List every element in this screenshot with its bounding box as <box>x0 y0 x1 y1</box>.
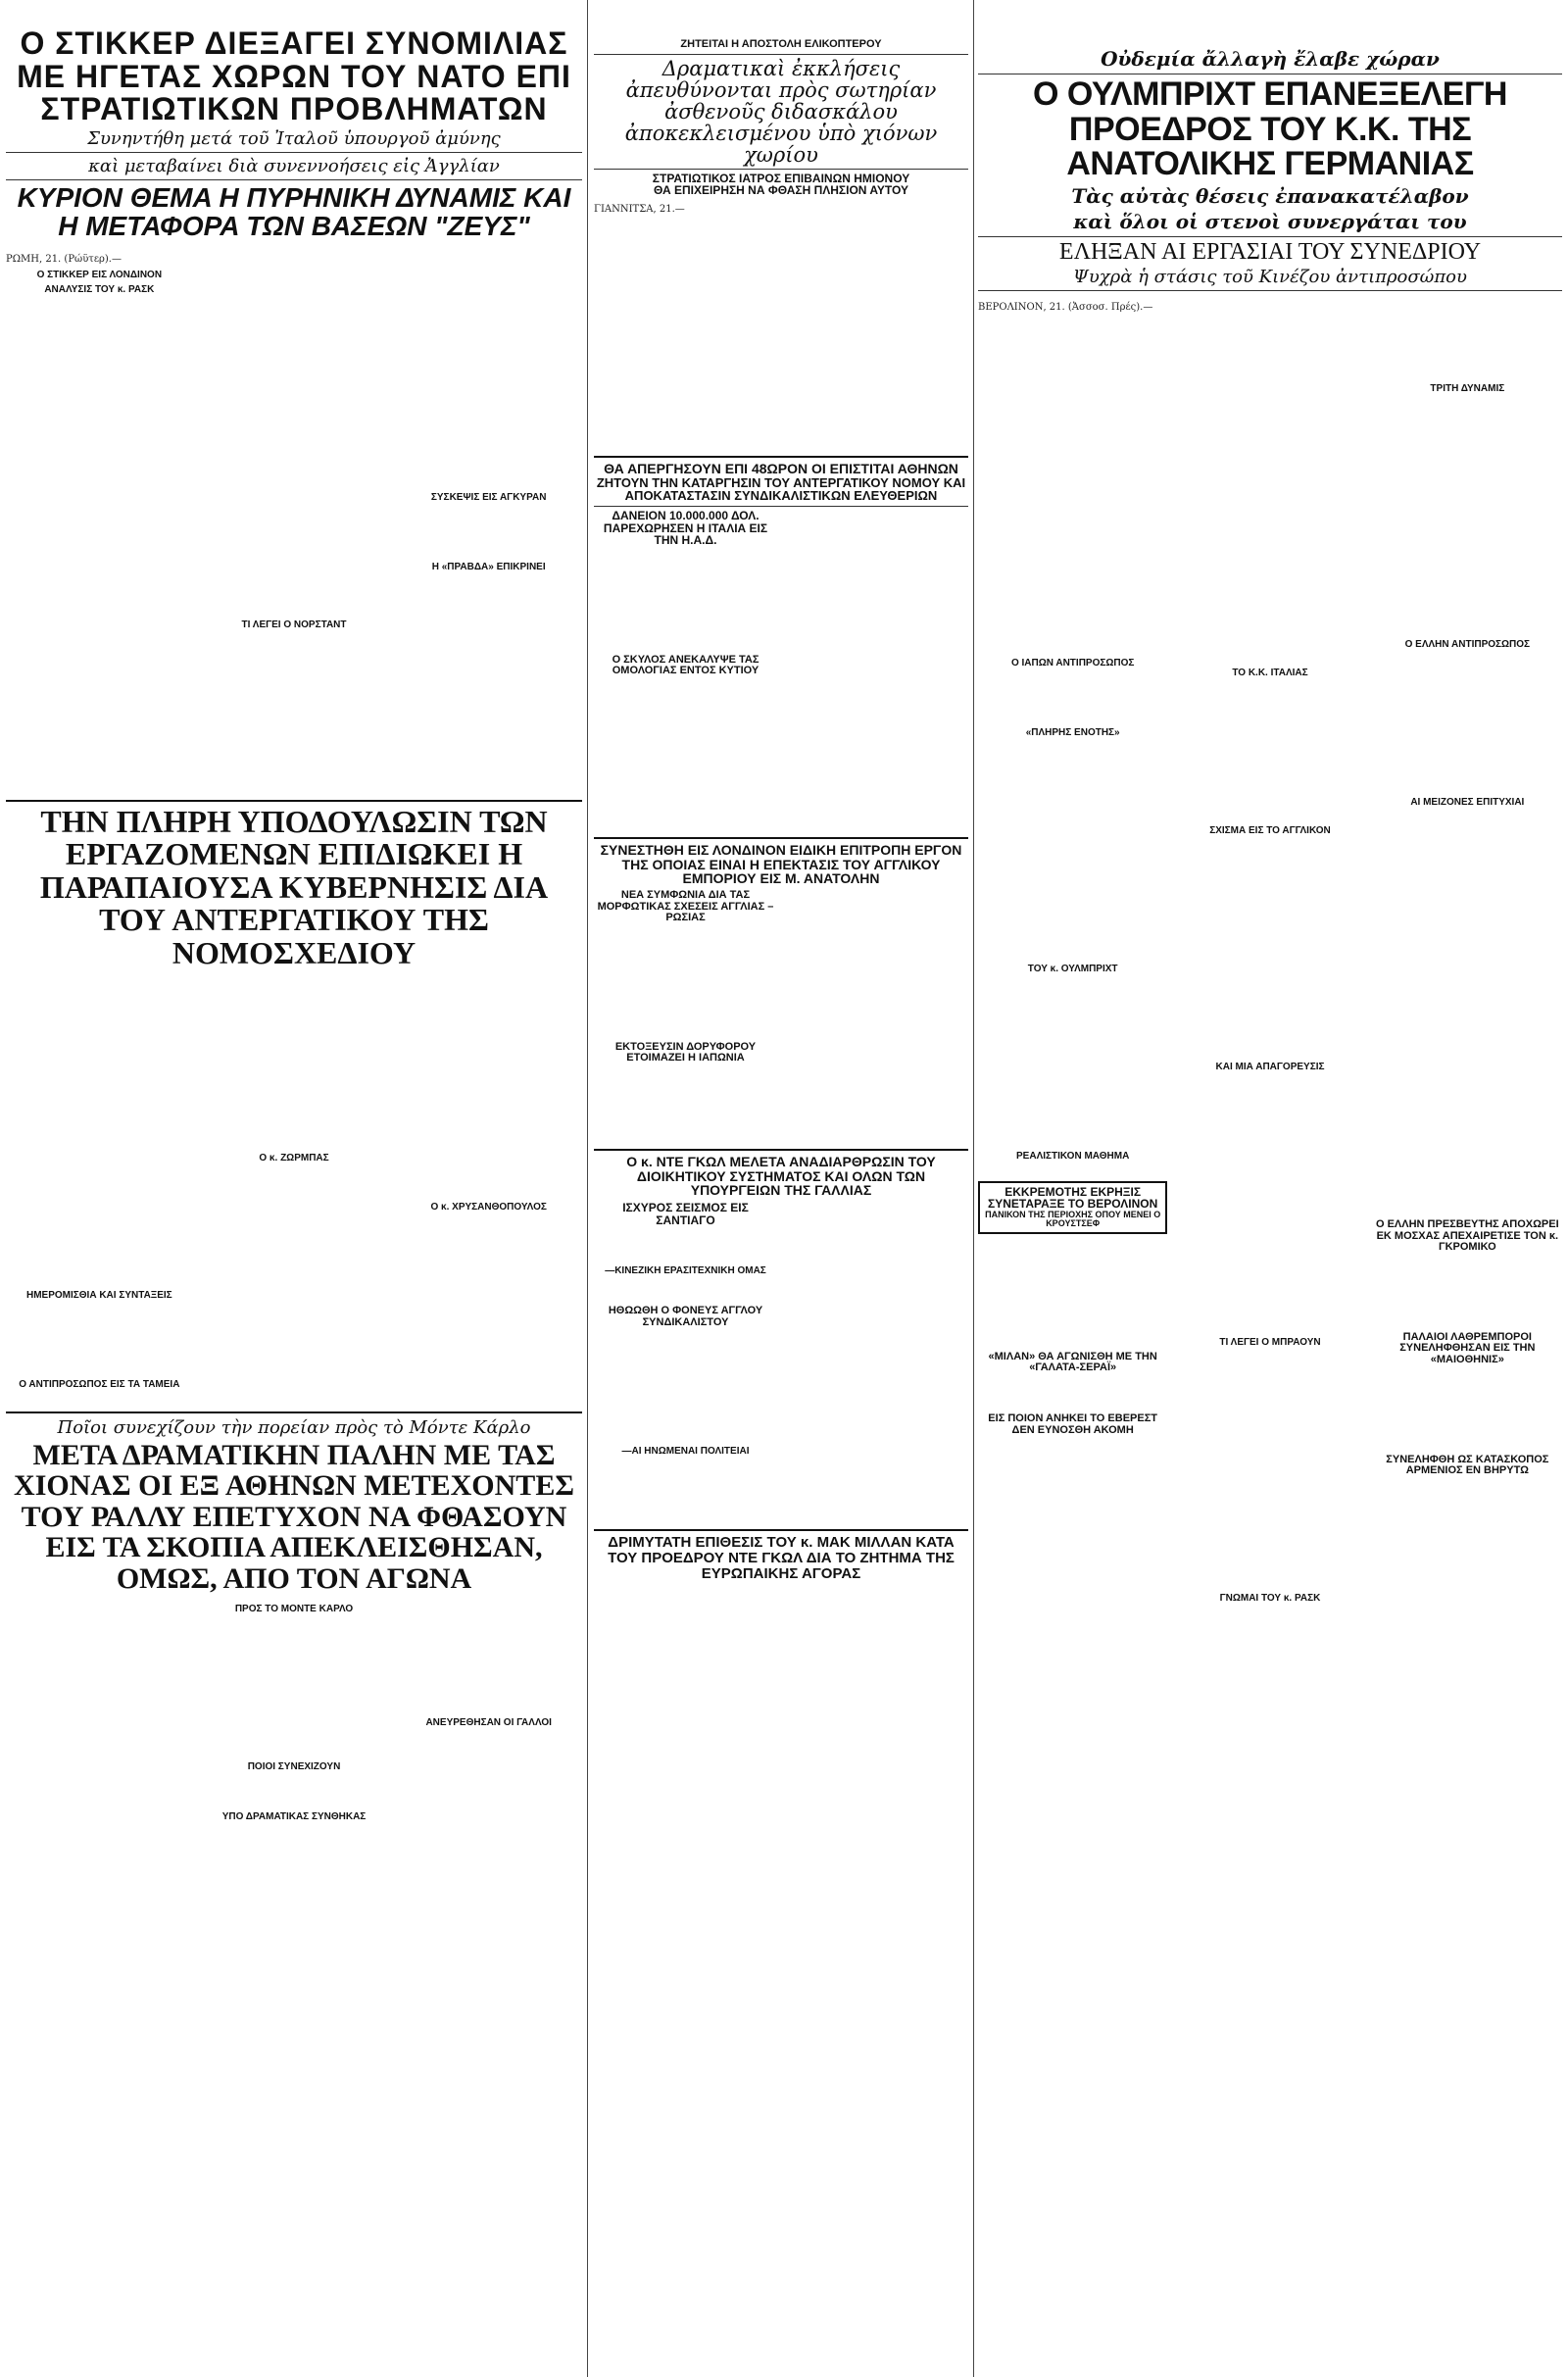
subheadline: καὶ ὅλοι οἱ στενοὶ συνεργάται του <box>1073 210 1467 234</box>
subhead: ΠΡΟΣ ΤΟ ΜΟΝΤΕ ΚΑΡΛΟ <box>234 1604 354 1615</box>
headline-dog: Ο ΣΚΥΛΟΣ ΑΝΕΚΑΛΥΨΕ ΤΑΣ ΟΜΟΛΟΓΙΑΣ ΕΝΤΟΣ ΚΥΤΙΟΥ <box>612 653 760 677</box>
subhead: «ΠΛΗΡΗΣ ΕΝΟΤΗΣ» <box>1025 726 1120 738</box>
headline-sub: «ΜΙΛΑΝ» ΘΑ ΑΓΩΝΙΣΘΗ ΜΕ ΤΗΝ «ΓΑΛΑΤΑ-ΣΕΡΑΪ» <box>988 1350 1157 1374</box>
headline-workers: ΤΗΝ ΠΛΗΡΗ ΥΠΟΔΟΥΛΩΣΙΝ ΤΩΝ ΕΡΓΑΖΟΜΕΝΩΝ ΕΠΙΔΙΩΚΕΙ Η ΠΑΡΑΠΑΙΟΥΣΑ ΚΥΒΕΡΝΗΣΙΣ ΔΙΑ ΤΟΥ ΑΝΤΕΡΓΑΤΙΚΟΥ ΤΗΣ ΝΟΜΟΣΧΕΔΙΟΥ <box>39 803 549 970</box>
subhead: ΤΟ Κ.Κ. ΙΤΑΛΙΑΣ <box>1232 668 1308 679</box>
middle-section <box>594 39 968 2372</box>
box-subhead: ΠΑΝΙΚΟΝ ΤΗΣ ΠΕΡΙΟΧΗΣ ΟΠΟΥ ΜΕΝΕΙ Ο ΚΡΟΥΣΤΣΕΦ <box>985 1210 1161 1229</box>
subhead: ΚΑΙ ΜΙΑ ΑΠΑΓΟΡΕΥΣΙΣ <box>1215 1062 1325 1073</box>
boxed-article <box>978 1181 1167 1234</box>
headline-strike: ΘΑ ΑΠΕΡΓΗΣΟΥΝ ΕΠΙ 48ΩΡΟΝ ΟΙ ΕΠΙΣΤΙΤΑΙ ΑΘΗΝΩΝ <box>604 460 958 476</box>
subheadline: Τὰς αὐτὰς θέσεις ἐπανακατέλαβον <box>1071 184 1469 209</box>
subhead: Ο ΑΝΤΙΠΡΟΣΩΠΟΣ ΕΙΣ ΤΑ ΤΑΜΕΙΑ <box>19 1378 180 1390</box>
headline-rally: ΜΕΤΑ ΔΡΑΜΑΤΙΚΗΝ ΠΑΛΗΝ ΜΕ ΤΑΣ ΧΙΟΝΑΣ ΟΙ ΕΞ ΑΘΗΝΩΝ ΜΕΤΕΧΟΝΤΕΣ ΤΟΥ ΡΑΛΛΥ ΕΠΕΤΥΧΟΝ ΝΑ ΦΘΑΣΟΥΝ ΕΙΣ ΤΑ ΣΚΟΠΙΑ ΑΠΕΚΛΕΙΣΘΗΣΑΝ, ΟΜΩΣ, ΑΠΟ ΤΟΝ ΑΓΩΝΑ <box>14 1438 574 1595</box>
left-section <box>6 27 582 2370</box>
article-body <box>978 295 1562 1606</box>
headline-sub: Ο ΕΛΛΗΝ ΠΡΕΣΒΕΥΤΗΣ ΑΠΟΧΩΡΕΙ ΕΚ ΜΟΣΧΑΣ ΑΠΕΧΑΙΡΕΤΙΣΕ ΤΟΝ κ. ΓΚΡΟΜΙΚΟ <box>1375 1218 1559 1254</box>
headline-sub: ΗΘΩΩΘΗ Ο ΦΟΝΕΥΣ ΑΓΓΛΟΥ ΣΥΝΔΙΚΑΛΙΣΤΟΥ <box>608 1305 763 1328</box>
dateline: ΡΩΜΗ, 21. (Ρώϋτερ).— <box>6 253 122 265</box>
headline-sub: ΘΑ ΕΠΙΧΕΙΡΗΣΗ ΝΑ ΦΘΑΣΗ ΠΛΗΣΙΟΝ ΑΥΤΟΥ <box>653 183 909 198</box>
headline-macmillan: ΔΡΙΜΥΤΑΤΗ ΕΠΙΘΕΣΙΣ ΤΟΥ κ. ΜΑΚ ΜΙΛΛΑΝ ΚΑΤΑ ΤΟΥ ΠΡΟΕΔΡΟΥ ΝΤΕ ΓΚΩΛ ΔΙΑ ΤΟ ΖΗΤΗΜΑ ΤΗΣ ΕΥΡΩΠΑΙΚΗΣ ΑΓΟΡΑΣ <box>608 1534 955 1582</box>
subhead: ΤΟΥ κ. ΟΥΛΜΠΡΙΧΤ <box>1027 963 1118 974</box>
headline-sub: ΠΑΛΑΙΟΙ ΛΑΘΡΕΜΠΟΡΟΙ ΣΥΝΕΛΗΦΘΗΣΑΝ ΕΙΣ ΤΗΝ «ΜΑΙΟΘΗΝΙΣ» <box>1399 1330 1536 1365</box>
subhead: ΑΙ ΜΕΙΖΟΝΕΣ ΕΠΙΤΥΧΙΑΙ <box>1410 797 1525 809</box>
subheadline: Συνηντήθη μετά τοῦ Ἰταλοῦ ὑπουργοῦ ἀμύνης <box>87 127 501 149</box>
headline-degaulle: Ο κ. ΝΤΕ ΓΚΩΛ ΜΕΛΕΤΑ ΑΝΑΔΙΑΡΘΡΩΣΙΝ ΤΟΥ ΔΙΟΙΚΗΤΙΚΟΥ ΣΥΣΤΗΜΑΤΟΣ ΚΑΙ ΟΛΩΝ ΤΩΝ ΥΠΟΥΡΓΕΙΩΝ ΤΗΣ ΓΑΛΛΙΑΣ <box>626 1154 936 1199</box>
article-body <box>6 1600 582 1824</box>
dateline: ΓΙΑΝΝΙΤΣΑ, 21.— <box>594 203 685 215</box>
subhead: ΣΧΙΣΜΑ ΕΙΣ ΤΟ ΑΓΓΛΙΚΟΝ <box>1209 825 1331 837</box>
headline-sub: ΣΥΝΕΛΗΦΘΗ ΩΣ ΚΑΤΑΣΚΟΠΟΣ ΑΡΜΕΝΙΟΣ ΕΝ ΒΗΡΥΤΩ <box>1386 1453 1549 1477</box>
dateline: ΒΕΡΟΛΙΝΟΝ, 21. (Ἀσσοσ. Πρές).— <box>978 302 1153 314</box>
subhead: —ΚΙΝΕΖΙΚΗ ΕΡΑΣΙΤΕΧΝΙΚΗ ΟΜΑΣ <box>605 1265 766 1277</box>
article-body <box>6 976 582 1408</box>
subhead: ΑΝΑΛΥΣΙΣ ΤΟΥ κ. ΡΑΣΚ <box>44 284 155 296</box>
subheadline: Ψυχρὰ ἡ στάσις τοῦ Κινέζου ἀντιπροσώπου <box>1073 267 1467 288</box>
headline-sub: ΖΗΤΟΥΝ ΤΗΝ ΚΑΤΑΡΓΗΣΙΝ ΤΟΥ ΑΝΤΕΡΓΑΤΙΚΟΥ ΝΟΜΟΥ ΚΑΙ ΑΠΟΚΑΤΑΣΤΑΣΙΝ ΣΥΝΔΙΚΑΛΙΣΤΙΚΩΝ ΕΛΕΥΘΕΡΙΩΝ <box>596 474 966 504</box>
kicker: Οὐδεμία ἄλλαγὴ ἔλαβε χώραν <box>1101 47 1440 71</box>
subhead: ΤΙ ΛΕΓΕΙ Ο ΝΟΡΣΤΑΝΤ <box>241 619 347 630</box>
box-headline: ΕΚΚΡΕΜΟΤΗΣ ΕΚΡΗΞΙΣ ΣΥΝΕΤΑΡΑΞΕ ΤΟ ΒΕΡΟΛΙΝΟΝ <box>988 1184 1158 1212</box>
column-divider <box>973 0 974 2377</box>
headline-helicopter: Δραματικαὶ ἐκκλήσεις ἀπευθύνονται πρὸς σωτηρίαν ἀσθενοῦς διδασκάλου ἀποκεκλεισμένου ὑπὸ χιόνων χωρίου <box>624 56 938 167</box>
subhead: Ο ΙΑΠΩΝ ΑΝΤΙΠΡΟΣΩΠΟΣ <box>1010 657 1135 669</box>
subhead: Ο ΕΛΛΗΝ ΑΝΤΙΠΡΟΣΩΠΟΣ <box>1404 639 1531 651</box>
headline-sub: ΝΕΑ ΣΥΜΦΩΝΙΑ ΔΙΑ ΤΑΣ ΜΟΡΦΩΤΙΚΑΣ ΣΧΕΣΕΙΣ ΑΓΓΛΙΑΣ – ΡΩΣΙΑΣ <box>597 889 774 924</box>
subhead: Ο ΣΤΙΚΚΕΡ ΕΙΣ ΛΟΝΔΙΝΟΝ <box>36 270 163 281</box>
subhead: —ΑΙ ΗΝΩΜΕΝΑΙ ΠΟΛΙΤΕΙΑΙ <box>621 1446 750 1458</box>
headline-stikker: Ο ΣΤΙΚΚΕΡ ΔΙΕΞΑΓΕΙ ΣΥΝΟΜΙΛΙΑΣ ΜΕ ΗΓΕΤΑΣ ΧΩΡΩΝ ΤΟΥ ΝΑΤΟ ΕΠΙ ΣΤΡΑΤΙΩΤΙΚΩΝ ΠΡΟΒΛΗΜΑΤΩΝ <box>17 27 571 127</box>
subhead: ΤΡΙΤΗ ΔΥΝΑΜΙΣ <box>1430 383 1505 395</box>
subhead: ΤΙ ΛΕΓΕΙ Ο ΜΠΡΑΟΥΝ <box>1219 1337 1321 1349</box>
subhead: ΑΝΕΥΡΕΘΗΣΑΝ ΟΙ ΓΑΛΛΟΙ <box>425 1717 552 1729</box>
column-divider <box>587 0 588 2377</box>
headline-congress: ΕΛΗΞΑΝ ΑΙ ΕΡΓΑΣΙΑΙ ΤΟΥ ΣΥΝΕΔΡΙΟΥ <box>1058 239 1482 266</box>
headline-sub: ΕΙΣ ΠΟΙΟΝ ΑΝΗΚΕΙ ΤΟ ΕΒΕΡΕΣΤ ΔΕΝ ΕΥΝΟΣΘΗ ΑΚΟΜΗ <box>988 1412 1158 1436</box>
subhead: Η «ΠΡΑΒΔΑ» ΕΠΙΚΡΙΝΕΙ <box>431 561 546 572</box>
headline-loan: ΔΑΝΕΙΟΝ 10.000.000 ΔΟΛ. ΠΑΡΕΧΩΡΗΣΕΝ Η ΙΤΑΛΙΑ ΕΙΣ ΤΗΝ Η.Α.Δ. <box>603 508 768 548</box>
article-body <box>594 197 968 452</box>
right-section <box>978 45 1562 2368</box>
headline-sub: ΣΤΡΑΤΙΩΤΙΚΟΣ ΙΑΤΡΟΣ ΕΠΙΒΑΙΝΩΝ ΗΜΙΟΝΟΥ <box>652 171 910 185</box>
headline-sub: ΙΣΧΥΡΟΣ ΣΕΙΣΜΟΣ ΕΙΣ ΣΑΝΤΙΑΓΟ <box>622 1201 749 1227</box>
headline-nuclear: ΚΥΡΙΟΝ ΘΕΜΑ Η ΠΥΡΗΝΙΚΗ ΔΥΝΑΜΙΣ ΚΑΙ Η ΜΕΤΑΦΟΡΑ ΤΩΝ ΒΑΣΕΩΝ "ΖΕΥΣ" <box>17 181 571 242</box>
subhead: ΓΝΩΜΑΙ ΤΟΥ κ. ΡΑΣΚ <box>1219 1593 1321 1605</box>
subhead: ΠΟΙΟΙ ΣΥΝΕΧΙΖΟΥΝ <box>247 1761 341 1773</box>
subhead: ΡΕΑΛΙΣΤΙΚΟΝ ΜΑΘΗΜΑ <box>1016 1150 1130 1162</box>
kicker: ΖΗΤΕΙΤΑΙ Η ΑΠΟΣΤΟΛΗ ΕΛΙΚΟΠΤΕΡΟΥ <box>680 39 882 50</box>
subhead: ΥΠΟ ΔΡΑΜΑΤΙΚΑΣ ΣΥΝΘΗΚΑΣ <box>221 1811 367 1823</box>
subhead: ΣΥΣΚΕΨΙΣ ΕΙΣ ΑΓΚΥΡΑΝ <box>430 491 547 503</box>
subheadline: Ποῖοι συνεχίζουν τὴν πορείαν πρὸς τὸ Μόντε Κάρλο <box>57 1416 531 1438</box>
headline-committee: ΣΥΝΕΣΤΗΘΗ ΕΙΣ ΛΟΝΔΙΝΟΝ ΕΙΔΙΚΗ ΕΠΙΤΡΟΠΗ ΕΡΓΟΝ ΤΗΣ ΟΠΟΙΑΣ ΕΙΝΑΙ Η ΕΠΕΚΤΑΣΙΣ ΤΟΥ ΑΓΓΛΙΚΟΥ ΕΜΠΟΡΙΟΥ ΕΙΣ Μ. ΑΝΑΤΟΛΗΝ <box>600 841 962 887</box>
subhead: ΗΜΕΡΟΜΙΣΘΙΑ ΚΑΙ ΣΥΝΤΑΞΕΙΣ <box>25 1289 172 1301</box>
article-body <box>6 247 582 796</box>
subhead: Ο κ. ΧΡΥΣΑΝΘΟΠΟΥΛΟΣ <box>430 1201 547 1213</box>
subheadline: καὶ μεταβαίνει διὰ συνεννοήσεις εἰς Ἀγγλίαν <box>88 155 500 176</box>
headline-ulbricht: Ο ΟΥΛΜΠΡΙΧΤ ΕΠΑΝΕΞΕΛΕΓΗ ΠΡΟΕΔΡΟΣ ΤΟΥ Κ.Κ. ΤΗΣ ΑΝΑΤΟΛΙΚΗΣ ΓΕΡΜΑΝΙΑΣ <box>1033 75 1507 183</box>
subhead: Ο κ. ΖΩΡΜΠΑΣ <box>259 1152 329 1164</box>
headline-sub: ΕΚΤΟΞΕΥΣΙΝ ΔΟΡΥΦΟΡΟΥ ΕΤΟΙΜΑΖΕΙ Η ΙΑΠΩΝΙΑ <box>614 1040 757 1065</box>
